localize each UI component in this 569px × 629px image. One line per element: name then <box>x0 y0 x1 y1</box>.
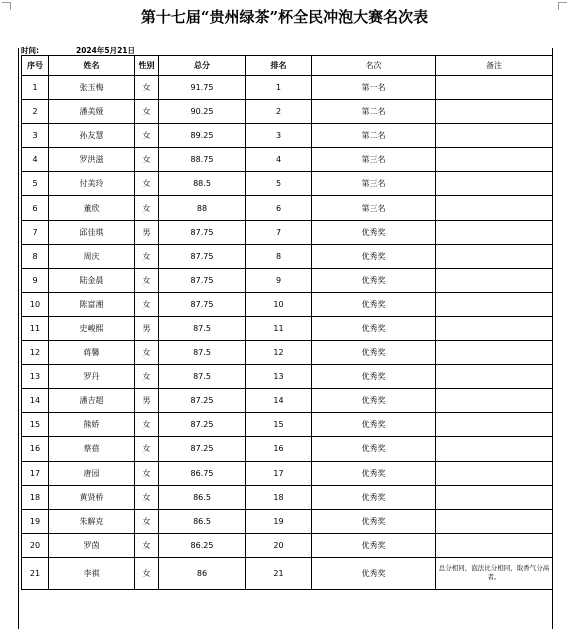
cell-score: 87.5 <box>159 316 246 340</box>
cell-rank: 2 <box>246 100 312 124</box>
cell-note <box>436 196 553 220</box>
cell-name: 孙友慧 <box>49 124 135 148</box>
cell-note <box>436 509 553 533</box>
cell-score: 87.75 <box>159 220 246 244</box>
cell-gender: 女 <box>135 196 159 220</box>
cell-place: 优秀奖 <box>312 485 436 509</box>
cell-gender: 女 <box>135 244 159 268</box>
cell-score: 87.75 <box>159 292 246 316</box>
cell-name: 罗茵 <box>49 533 135 557</box>
cell-gender: 女 <box>135 485 159 509</box>
cell-gender: 女 <box>135 341 159 365</box>
cell-place: 优秀奖 <box>312 437 436 461</box>
cell-place: 优秀奖 <box>312 316 436 340</box>
cell-rank: 20 <box>246 533 312 557</box>
cell-no: 14 <box>22 389 49 413</box>
cell-no: 8 <box>22 244 49 268</box>
cell-no: 10 <box>22 292 49 316</box>
cell-gender: 女 <box>135 148 159 172</box>
cell-rank: 4 <box>246 148 312 172</box>
cell-rank: 1 <box>246 76 312 100</box>
table-row <box>22 341 553 365</box>
cell-gender: 女 <box>135 557 159 589</box>
cell-place: 第二名 <box>312 100 436 124</box>
cell-rank: 8 <box>246 244 312 268</box>
cell-place: 第二名 <box>312 124 436 148</box>
cell-gender: 男 <box>135 316 159 340</box>
cell-note <box>436 268 553 292</box>
cell-name: 蒋馨 <box>49 341 135 365</box>
cell-no: 11 <box>22 316 49 340</box>
table-row <box>22 172 553 196</box>
table-row <box>22 389 553 413</box>
cell-place: 优秀奖 <box>312 341 436 365</box>
table-row <box>22 100 553 124</box>
cell-place: 优秀奖 <box>312 461 436 485</box>
cell-rank: 12 <box>246 341 312 365</box>
cell-place: 优秀奖 <box>312 413 436 437</box>
date-value: 2024年5月21日 <box>76 46 136 55</box>
cell-gender: 女 <box>135 461 159 485</box>
cell-gender: 女 <box>135 437 159 461</box>
table-row <box>22 533 553 557</box>
cell-note <box>436 413 553 437</box>
header-note: 备注 <box>436 56 553 76</box>
cell-note <box>436 437 553 461</box>
cell-score: 87.75 <box>159 244 246 268</box>
cell-name: 李祺 <box>49 557 135 589</box>
cell-name: 付美玲 <box>49 172 135 196</box>
table-row <box>22 557 553 589</box>
cell-name: 熊娇 <box>49 413 135 437</box>
cell-note <box>436 100 553 124</box>
cell-score: 89.25 <box>159 124 246 148</box>
page-frame-left <box>18 48 19 629</box>
cell-note <box>436 316 553 340</box>
cell-rank: 21 <box>246 557 312 589</box>
cell-name: 陈富湘 <box>49 292 135 316</box>
cell-score: 88.75 <box>159 148 246 172</box>
cell-gender: 女 <box>135 76 159 100</box>
cell-place: 第三名 <box>312 148 436 172</box>
table-row <box>22 485 553 509</box>
cell-rank: 16 <box>246 437 312 461</box>
cell-score: 91.75 <box>159 76 246 100</box>
cell-score: 88 <box>159 196 246 220</box>
cell-name: 潘吉超 <box>49 389 135 413</box>
cell-score: 87.75 <box>159 268 246 292</box>
cell-gender: 女 <box>135 100 159 124</box>
cell-place: 优秀奖 <box>312 509 436 533</box>
cell-note <box>436 389 553 413</box>
cell-no: 12 <box>22 341 49 365</box>
table-row <box>22 268 553 292</box>
cell-place: 第三名 <box>312 172 436 196</box>
table-row <box>22 220 553 244</box>
cell-score: 86 <box>159 557 246 589</box>
cell-gender: 男 <box>135 389 159 413</box>
cell-note: 总分相同，泡法比分相同，取香气分高者。 <box>436 557 553 589</box>
table-row <box>22 413 553 437</box>
cell-place: 优秀奖 <box>312 533 436 557</box>
header-gender: 性别 <box>135 56 159 76</box>
cell-name: 蔡蓓 <box>49 437 135 461</box>
cell-rank: 14 <box>246 389 312 413</box>
cell-no: 2 <box>22 100 49 124</box>
table-header-row <box>22 56 553 76</box>
cell-place: 优秀奖 <box>312 365 436 389</box>
cell-name: 周庆 <box>49 244 135 268</box>
cell-rank: 5 <box>246 172 312 196</box>
cell-place: 优秀奖 <box>312 292 436 316</box>
table-row <box>22 76 553 100</box>
cell-name: 罗洪滋 <box>49 148 135 172</box>
cell-rank: 6 <box>246 196 312 220</box>
cell-no: 13 <box>22 365 49 389</box>
cell-score: 87.5 <box>159 341 246 365</box>
cell-score: 86.75 <box>159 461 246 485</box>
cell-no: 16 <box>22 437 49 461</box>
cell-score: 88.5 <box>159 172 246 196</box>
cell-name: 潘美娅 <box>49 100 135 124</box>
cell-name: 邱佳琪 <box>49 220 135 244</box>
cell-score: 86.5 <box>159 509 246 533</box>
cell-place: 优秀奖 <box>312 268 436 292</box>
table-row <box>22 437 553 461</box>
cell-rank: 11 <box>246 316 312 340</box>
cell-place: 优秀奖 <box>312 220 436 244</box>
table-row <box>22 292 553 316</box>
cell-note <box>436 172 553 196</box>
cell-note <box>436 124 553 148</box>
header-no: 序号 <box>22 56 49 76</box>
cell-rank: 19 <box>246 509 312 533</box>
table-row <box>22 365 553 389</box>
header-rank: 排名 <box>246 56 312 76</box>
cell-gender: 女 <box>135 533 159 557</box>
cell-note <box>436 461 553 485</box>
table-row <box>22 148 553 172</box>
cell-no: 21 <box>22 557 49 589</box>
cell-gender: 女 <box>135 509 159 533</box>
cell-gender: 男 <box>135 220 159 244</box>
cell-no: 20 <box>22 533 49 557</box>
cell-rank: 10 <box>246 292 312 316</box>
table-row <box>22 461 553 485</box>
cell-note <box>436 341 553 365</box>
cell-place: 第三名 <box>312 196 436 220</box>
cell-name: 陆金晨 <box>49 268 135 292</box>
cell-score: 87.5 <box>159 365 246 389</box>
cell-note <box>436 76 553 100</box>
cell-score: 87.25 <box>159 437 246 461</box>
cell-score: 87.25 <box>159 413 246 437</box>
cell-name: 朱解克 <box>49 509 135 533</box>
cell-note <box>436 485 553 509</box>
cell-no: 17 <box>22 461 49 485</box>
cell-no: 1 <box>22 76 49 100</box>
cell-no: 9 <box>22 268 49 292</box>
cell-score: 90.25 <box>159 100 246 124</box>
cell-score: 86.25 <box>159 533 246 557</box>
table-row <box>22 196 553 220</box>
cell-gender: 女 <box>135 413 159 437</box>
table-row <box>22 509 553 533</box>
cell-no: 18 <box>22 485 49 509</box>
cell-no: 15 <box>22 413 49 437</box>
cell-gender: 女 <box>135 365 159 389</box>
cell-name: 张玉梅 <box>49 76 135 100</box>
cell-rank: 18 <box>246 485 312 509</box>
cell-rank: 7 <box>246 220 312 244</box>
cell-gender: 女 <box>135 124 159 148</box>
cell-place: 优秀奖 <box>312 389 436 413</box>
cell-rank: 15 <box>246 413 312 437</box>
cell-place: 优秀奖 <box>312 244 436 268</box>
header-score: 总分 <box>159 56 246 76</box>
cell-gender: 女 <box>135 292 159 316</box>
table-row <box>22 316 553 340</box>
cell-name: 董欣 <box>49 196 135 220</box>
cell-rank: 9 <box>246 268 312 292</box>
date-label: 时间: <box>21 46 39 55</box>
header-name: 姓名 <box>49 56 135 76</box>
cell-rank: 17 <box>246 461 312 485</box>
cell-name: 唐园 <box>49 461 135 485</box>
ranking-table <box>21 55 553 590</box>
cell-name: 罗丹 <box>49 365 135 389</box>
cell-note <box>436 365 553 389</box>
cell-score: 87.25 <box>159 389 246 413</box>
cell-place: 优秀奖 <box>312 557 436 589</box>
cell-name: 史峻熙 <box>49 316 135 340</box>
cell-no: 7 <box>22 220 49 244</box>
cell-place: 第一名 <box>312 76 436 100</box>
cell-no: 4 <box>22 148 49 172</box>
cell-score: 86.5 <box>159 485 246 509</box>
cell-no: 3 <box>22 124 49 148</box>
cell-no: 6 <box>22 196 49 220</box>
cell-no: 19 <box>22 509 49 533</box>
header-place: 名次 <box>312 56 436 76</box>
document-title: 第十七届“贵州绿茶”杯全民冲泡大赛名次表 <box>140 8 429 26</box>
cell-note <box>436 533 553 557</box>
cell-rank: 3 <box>246 124 312 148</box>
cell-note <box>436 292 553 316</box>
cell-note <box>436 220 553 244</box>
table-row <box>22 124 553 148</box>
cell-name: 黄贤桥 <box>49 485 135 509</box>
cell-no: 5 <box>22 172 49 196</box>
cell-note <box>436 244 553 268</box>
cell-rank: 13 <box>246 365 312 389</box>
cell-note <box>436 148 553 172</box>
cell-gender: 女 <box>135 172 159 196</box>
table-row <box>22 244 553 268</box>
cell-gender: 女 <box>135 268 159 292</box>
